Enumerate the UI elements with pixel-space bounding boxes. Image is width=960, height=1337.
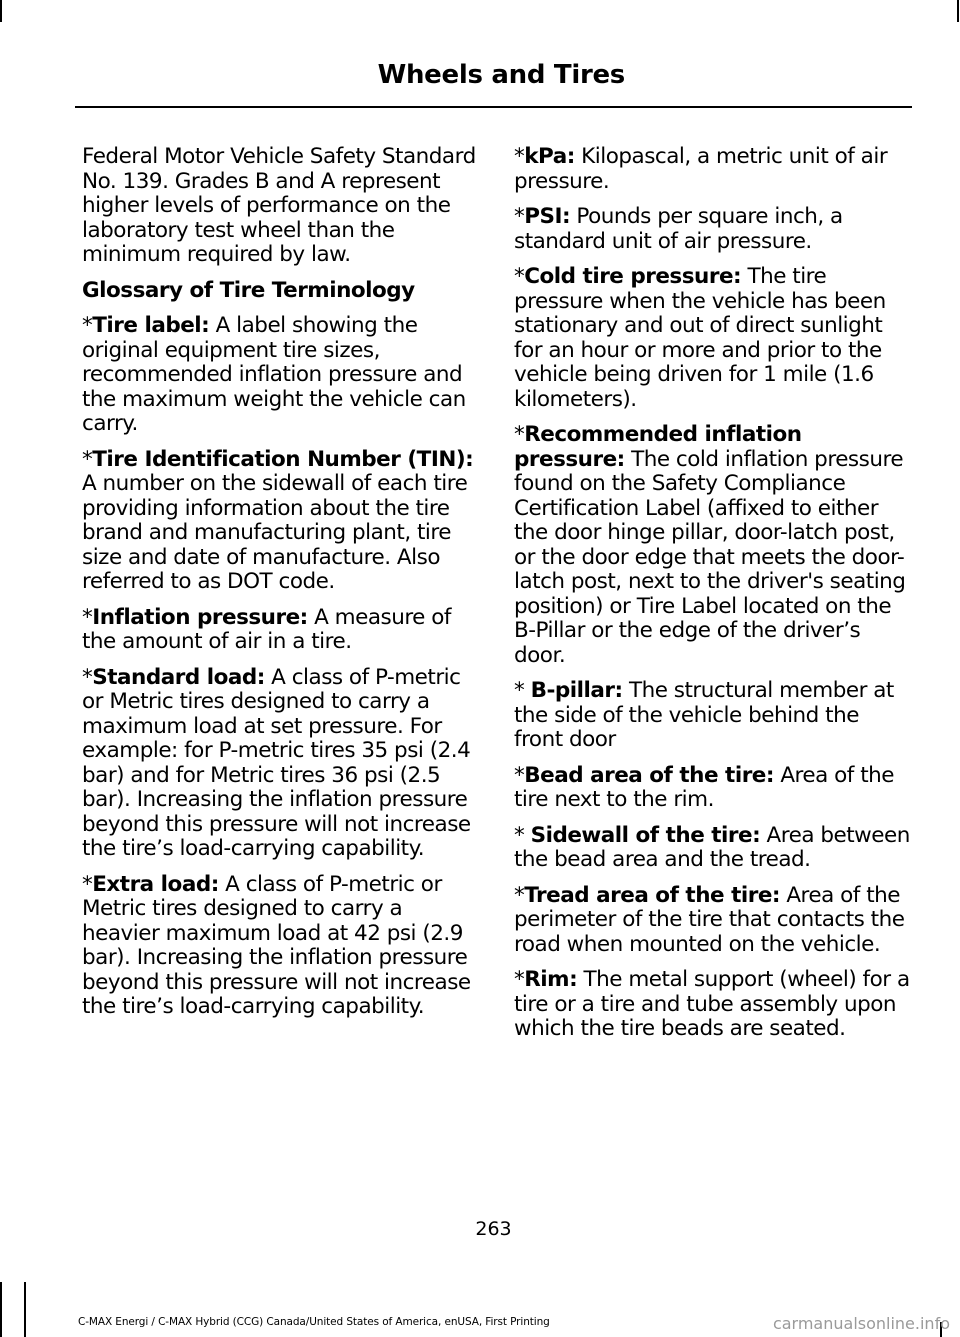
- crop-mark: [957, 0, 959, 22]
- glossary-term: Recommended inflation pressure:: [514, 422, 802, 472]
- glossary-entry: [514, 145, 911, 194]
- glossary-definition: A measure of the amount of air in a tire.: [82, 604, 451, 654]
- glossary-entry: [514, 824, 911, 873]
- crop-mark: [24, 1282, 26, 1337]
- watermark: carmanualsonline.info: [772, 1314, 950, 1333]
- glossary-entry: [514, 968, 911, 1042]
- intro-paragraph: Federal Motor Vehicle Safety Standard No. 139. Grades B and A represent higher levels of performance on the laboratory test wheel than the minimum required by law.: [82, 144, 476, 267]
- glossary-definition: Area between the bead area and the tread.: [514, 822, 910, 872]
- glossary-entry: *Extra load: A class of P-metric or Metric tires designed to carry a heavier maximum load at 42 psi (2.9 bar). Increasing the inflation pressure beyond this pressure will not increase the tire’s load-carrying capability.: [82, 871, 471, 1019]
- glossary-term: Sidewall of the tire:: [530, 822, 761, 848]
- glossary-entry: [514, 205, 911, 254]
- glossary-term: Bead area of the tire:: [524, 762, 774, 788]
- glossary-term: kPa:: [524, 144, 575, 169]
- crop-mark: [0, 0, 2, 22]
- glossary-term: Standard load:: [92, 664, 265, 690]
- entry-prefix: *: [514, 882, 525, 908]
- glossary-term: Extra load:: [92, 871, 219, 897]
- glossary-term: Tire Identification Number (TIN):: [92, 446, 474, 472]
- glossary-term: Tire label:: [92, 313, 210, 338]
- entry-prefix: *: [514, 822, 531, 848]
- glossary-entry: *Standard load: A class of P-metric or Metric tires designed to carry a maximum load at set pressure. For example: for P-metric tires 35 psi (2.4 bar) and for Metric tires 36 psi (2.5 bar). Increasing the inflation pressure beyond this pressure will not increase the tire’s load-carrying capability.: [82, 664, 471, 861]
- glossary-term: Tread area of the tire:: [524, 882, 780, 908]
- entry-prefix: *: [514, 678, 531, 703]
- glossary-definition: Area of the tire next to the rim.: [514, 762, 894, 812]
- glossary-definition: A number on the sidewall of each tire providing information about the tire brand and manufacturing plant, tire size and date of manufacture. Also referred to as DOT code.: [82, 471, 468, 594]
- entry-prefix: *: [514, 762, 525, 788]
- glossary-entry: [514, 265, 911, 412]
- glossary-definition: The structural member at the side of the vehicle behind the front door: [514, 678, 894, 752]
- glossary-entry: [514, 764, 911, 813]
- glossary-entry: *Inflation pressure: A measure of the amount of air in a tire.: [82, 604, 451, 654]
- glossary-definition: Area of the perimeter of the tire that contacts the road when mounted on the vehicle.: [514, 882, 905, 957]
- entry-prefix: *: [514, 422, 525, 447]
- glossary-entry: [514, 423, 911, 668]
- right-column: [514, 145, 911, 1053]
- glossary-definition: A label showing the original equipment tire sizes, recommended inflation pressure and the maximum weight the vehicle can carry.: [82, 313, 466, 436]
- entry-prefix: *: [514, 204, 525, 229]
- glossary-entry: *Tire Identification Number (TIN): A number on the sidewall of each tire providing information about the tire brand and manufacturing plant, tire size and date of manufacture. Also referred to as DOT code.: [82, 446, 474, 594]
- entry-prefix: *: [514, 144, 525, 169]
- glossary-term: Rim:: [524, 967, 578, 992]
- left-column: [82, 145, 477, 1031]
- entry-prefix: *: [514, 264, 525, 289]
- header-rule: [75, 106, 912, 108]
- glossary-term: B-pillar:: [530, 678, 623, 703]
- glossary-term: Cold tire pressure:: [524, 264, 742, 289]
- glossary-definition: The tire pressure when the vehicle has been stationary and out of direct sunlight for an hour or more and prior to the vehicle being driven for 1 mile (1.6 kilometers).: [514, 264, 886, 412]
- glossary-definition: Pounds per square inch, a standard unit of air pressure.: [514, 204, 843, 254]
- glossary-definition: Kilopascal, a metric unit of air pressure.: [514, 144, 888, 194]
- glossary-term: PSI:: [524, 204, 571, 229]
- glossary-definition: A class of P-metric or Metric tires designed to carry a maximum load at set pressure. For example: for P-metric tires 35 psi (2.4 bar) and for Metric tires 36 psi (2.5 bar). Increasing the inflation pressure beyond this pressure will not increase the tire’s load-carrying capability.: [82, 664, 471, 861]
- glossary-entry: [514, 884, 911, 958]
- page-number: 263: [475, 1218, 512, 1240]
- glossary-definition: The cold inflation pressure found on the Safety Compliance Certification Label (affixed to either the door hinge pillar, door-latch post, or the door edge that meets the door-latch post, next to the driver's seating position) or Tire Label located on the B-Pillar or the edge of the driver’s door.: [514, 446, 906, 668]
- glossary-heading: Glossary of Tire Terminology: [82, 277, 415, 303]
- crop-mark: [0, 1282, 2, 1337]
- glossary-definition: The metal support (wheel) for a tire or a tire and tube assembly upon which the tire beads are seated.: [514, 967, 910, 1041]
- page-title: Wheels and Tires: [377, 60, 625, 90]
- entry-prefix: *: [514, 967, 525, 992]
- glossary-term: Inflation pressure:: [92, 604, 308, 630]
- glossary-entry: [514, 679, 911, 753]
- glossary-entry: *Tire label: A label showing the original equipment tire sizes, recommended inflation pressure and the maximum weight the vehicle can carry.: [82, 313, 466, 436]
- footer-text: C-MAX Energi / C-MAX Hybrid (CCG) Canada/United States of America, enUSA, First Printing: [78, 1316, 550, 1328]
- glossary-definition: A class of P-metric or Metric tires designed to carry a heavier maximum load at 42 psi (2.9 bar). Increasing the inflation pressure beyond this pressure will not increase the tire’s load-carrying capability.: [82, 871, 471, 1019]
